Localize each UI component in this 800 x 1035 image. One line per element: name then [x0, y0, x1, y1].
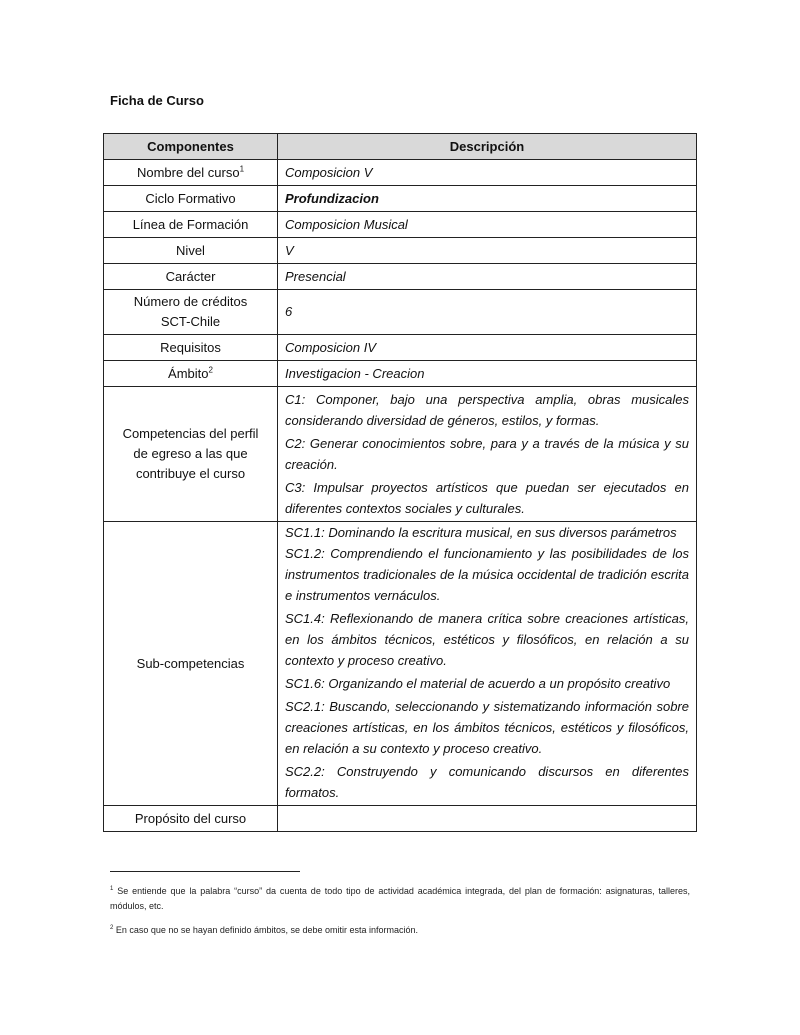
footnote-text: Se entiende que la palabra “curso” da cuenta de todo tipo de actividad académica integrada, del plan de formación: asignaturas, talleres, módulos, etc. — [110, 886, 690, 911]
competencia-item: C3: Impulsar proyectos artísticos que puedan ser ejecutados en diferentes contextos sociales y culturales. — [285, 480, 689, 516]
row-value: Investigacion - Creacion — [278, 361, 697, 387]
footnote-ref: 1 — [239, 164, 245, 174]
label-line: Competencias del perfil — [122, 426, 259, 441]
table-row — [104, 361, 697, 387]
label-text: Ámbito — [168, 365, 209, 381]
label-line: contribuye el curso — [135, 466, 246, 481]
row-label: Propósito del curso — [104, 806, 278, 832]
label-text: Nombre del curso — [136, 164, 240, 180]
subcompetencia-item: SC2.2: Construyendo y comunicando discursos en diferentes formatos. — [285, 764, 689, 800]
competencia-item: C2: Generar conocimientos sobre, para y a través de la música y su creación. — [285, 436, 689, 472]
row-label: Carácter — [104, 264, 278, 290]
row-label — [104, 387, 278, 522]
row-value: Presencial — [278, 264, 697, 290]
competencia-item: C1: Componer, bajo una perspectiva amplia, obras musicales considerando diversidad de géneros, estilos, y formas. — [285, 392, 689, 428]
table-row — [104, 264, 697, 290]
row-value: Composicion Musical — [278, 212, 697, 238]
footnote-mark: 1 — [110, 886, 114, 892]
subcompetencias-list — [278, 522, 697, 806]
row-label — [104, 290, 278, 335]
row-label — [104, 160, 278, 186]
row-label: Ciclo Formativo — [104, 186, 278, 212]
table-row — [104, 238, 697, 264]
label-line: SCT-Chile — [160, 314, 221, 329]
row-value: Composicion IV — [278, 335, 697, 361]
table-row — [104, 160, 697, 186]
competencias-list — [278, 387, 697, 522]
table-row — [104, 290, 697, 335]
footnote-mark: 2 — [110, 925, 114, 931]
table-row-competencias — [104, 387, 697, 522]
row-label: Nivel — [104, 238, 278, 264]
subcompetencia-item: SC1.1: Dominando la escritura musical, en sus diversos parámetros — [285, 525, 677, 540]
course-sheet-table — [103, 133, 697, 832]
table-row-subcompetencias — [104, 522, 697, 806]
subcompetencia-item: SC1.4: Reflexionando de manera crítica sobre creaciones artísticas, en los ámbitos técnicos, estéticos y filosóficos, en relación a su contexto y proceso creativo. — [285, 611, 689, 668]
row-value: Composicion V — [278, 160, 697, 186]
table-header-row — [104, 134, 697, 160]
row-value: Profundizacion — [278, 186, 697, 212]
subcompetencia-item: SC2.1: Buscando, seleccionando y sistematizando información sobre creaciones artísticas, en los ámbitos técnicos, estéticos y filosóficos, en relación a su contexto y proceso creativo. — [285, 699, 689, 756]
footnote-text: En caso que no se hayan definido ámbitos, se debe omitir esta información. — [113, 925, 419, 935]
subcompetencia-item: SC1.2: Comprendiendo el funcionamiento y las posibilidades de los instrumentos tradicionales de la música occidental de tradición escrita e instrumentos vernáculos. — [285, 546, 689, 603]
table-row — [104, 186, 697, 212]
row-value: 6 — [278, 290, 697, 335]
footnote-divider — [110, 871, 300, 872]
label-line: de egreso a las que — [133, 446, 248, 461]
subcompetencia-item: SC1.6: Organizando el material de acuerdo a un propósito creativo — [285, 676, 671, 691]
row-value: V — [278, 238, 697, 264]
footnote-1 — [110, 884, 690, 914]
table-row — [104, 212, 697, 238]
row-label: Línea de Formación — [104, 212, 278, 238]
header-descripcion: Descripción — [278, 134, 697, 160]
label-line: Número de créditos — [133, 294, 248, 309]
footnote-2 — [110, 923, 690, 938]
table-row — [104, 335, 697, 361]
row-label: Requisitos — [104, 335, 278, 361]
row-label: Sub-competencias — [104, 522, 278, 806]
footnote-ref: 2 — [208, 365, 213, 375]
row-value — [278, 806, 697, 832]
header-componentes: Componentes — [104, 134, 278, 160]
document-title: Ficha de Curso — [110, 93, 204, 108]
row-label — [104, 361, 278, 387]
table-row-proposito — [104, 806, 697, 832]
